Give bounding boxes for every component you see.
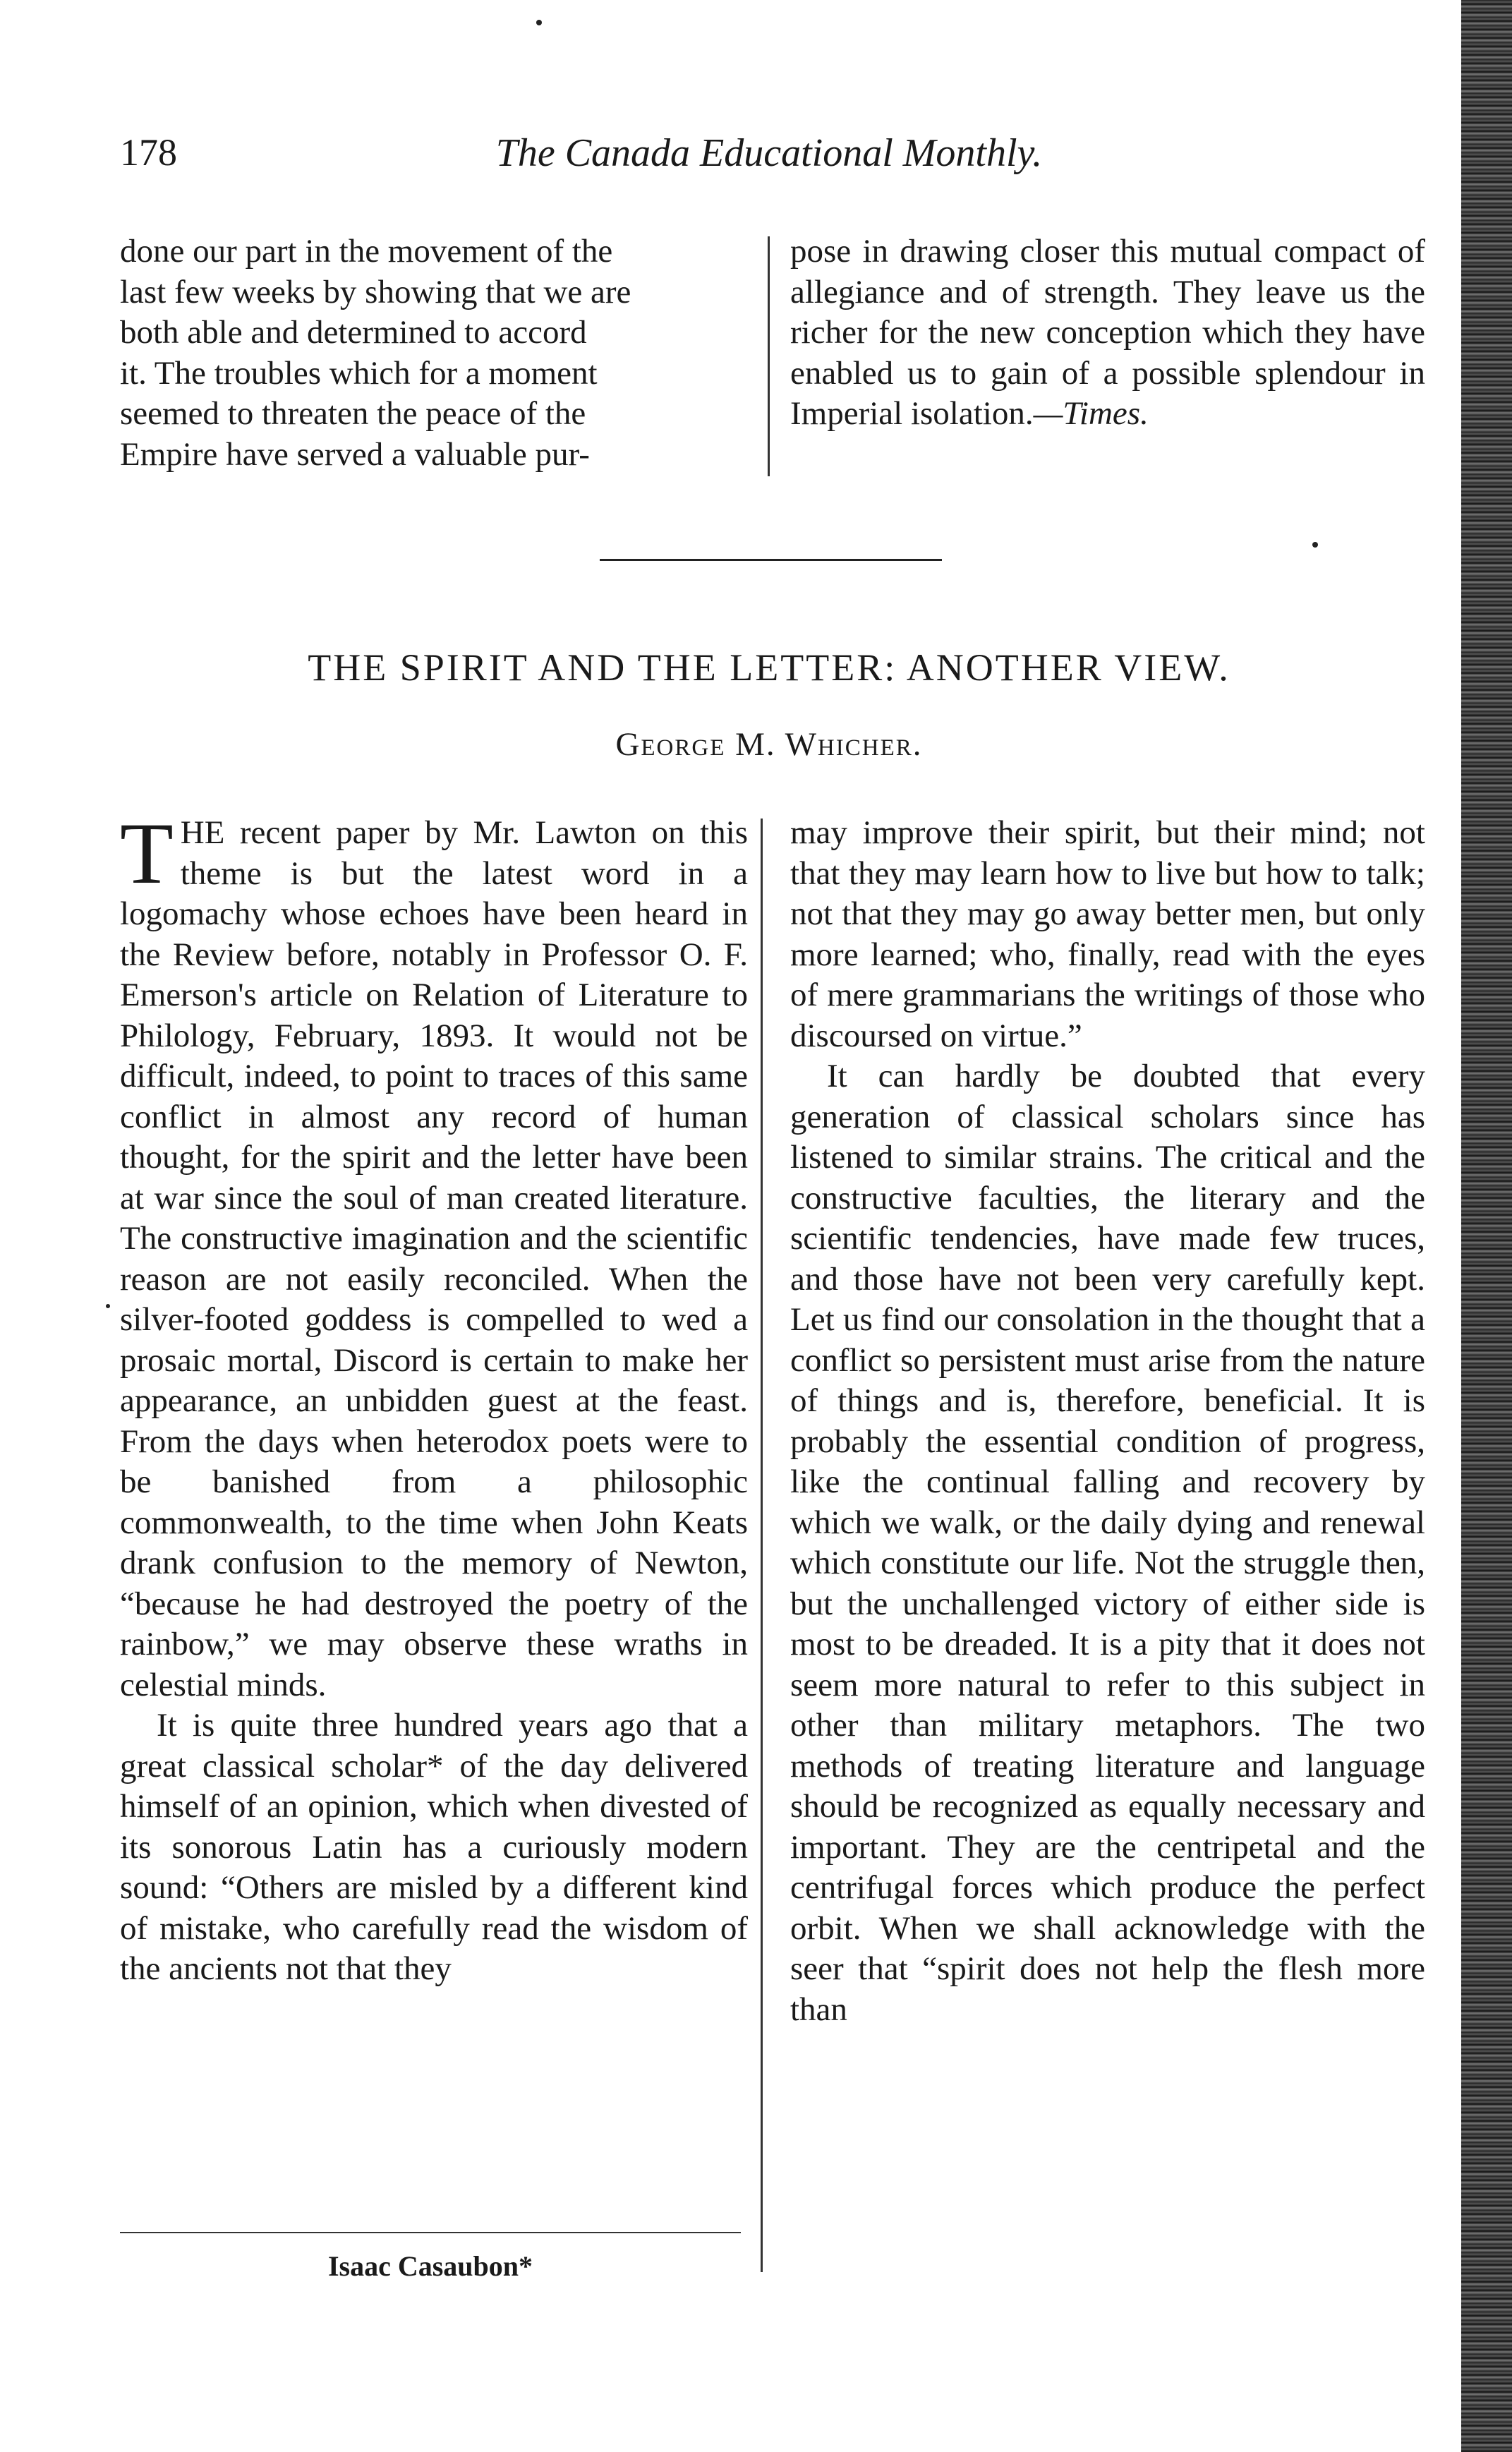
running-title: The Canada Educational Monthly.	[495, 131, 1043, 175]
previous-article-left-column	[120, 231, 748, 475]
paragraph-text: pose in drawing closer this mutual compact of allegiance and of strength. They leave us the richer for the new conception which they have enabled us to gain of a possible splendour in Imperial isolation.	[790, 233, 1425, 432]
drop-cap: T	[120, 805, 174, 902]
text-line: seemed to threaten the peace of the	[120, 395, 586, 432]
paragraph	[790, 231, 1425, 435]
footnote-divider	[120, 2232, 741, 2233]
ink-speck	[106, 1304, 110, 1308]
paragraph: may improve their spirit, but their mind; not that they may learn how to live but how to talk; not that they may go away better men, but only more learned; who, finally, read with the eyes of mere grammarians the writings of those who discoursed on virtue.”	[790, 814, 1425, 1054]
text-line: it. The troubles which for a moment	[120, 354, 598, 392]
text-line: done our part in the movement of the	[120, 233, 613, 270]
scanned-page-edge	[1461, 0, 1512, 2452]
text-line: both able and determined to accord	[120, 314, 587, 351]
column-divider	[768, 236, 770, 476]
paragraph: It can hardly be doubted that every generation of classical scholars since has listened to similar strains. The critical and the constructive faculties, the literary and the scientific tendencies, have made few truces, and those have not been very carefully kept. Let us find our consolation in the thought that a conflict so persistent must arise from the nature of things and is, therefore, beneficial. It is probably the essential condition of progress, like the continual falling and recovery by which we walk, or the daily dying and renewal which constitute our life. Not the struggle then, but the unchallenged victory of either side is most to be dreaded. It is a pity that it does not seem more natural to refer to this subject in other than military metaphors. The two methods of treating literature and language should be recognized as equally necessary and important. They are the centripetal and the centrifugal forces which produce the perfect orbit. When we shall acknowledge with the seer that “spirit does not help the flesh more than	[790, 1058, 1425, 2028]
footnote: Isaac Casaubon*	[327, 2250, 533, 2282]
ink-speck	[536, 20, 542, 25]
article-title: THE SPIRIT AND THE LETTER: ANOTHER VIEW.	[308, 646, 1230, 689]
paragraph	[120, 805, 748, 1705]
ink-speck	[1312, 542, 1318, 548]
article-author: George M. Whicher.	[615, 726, 923, 763]
paragraph: It is quite three hundred years ago that a great classical scholar* of the day delivered himself of an opinion, which when divested of its sonorous Latin has a curiously modern sound: “Others are misled by a different kind of mistake, who carefully read the wisdom of the ancients not that they	[120, 1707, 748, 1987]
section-divider	[600, 559, 942, 561]
page-number: 178	[120, 131, 177, 174]
text-line: last few weeks by showing that we are	[120, 273, 631, 310]
article-left-column	[120, 805, 748, 1990]
source-citation: —Times.	[1033, 395, 1149, 432]
paragraph-text: HE recent paper by Mr. Lawton on this theme is but the latest word in a logomachy whose echoes have been heard in the Review before, notably in Professor O. F. Emerson's article on Relation of Literature to Philology, February, 1893. It would not be difficult, indeed, to point to traces of this same conflict in almost any record of human thought, for the spirit and the letter have been at war since the soul of man created literature. The constructive imagination and the scientific reason are not easily reconciled. When the silver-footed goddess is compelled to wed a prosaic mortal, Discord is certain to make her appearance, an unbidden guest at the feast. From the days when heterodox poets were to be banished from a philosophic commonwealth, to the time when John Keats drank confusion to the memory of Newton, “because he had destroyed the poetry of the rainbow,” we may observe these wraths in celestial minds.	[120, 814, 748, 1703]
article-right-column	[790, 813, 1425, 2030]
text-line: Empire have served a valuable pur-	[120, 435, 590, 473]
column-divider	[761, 819, 763, 2272]
previous-article-right-column	[790, 231, 1425, 435]
page-header	[120, 131, 1418, 187]
